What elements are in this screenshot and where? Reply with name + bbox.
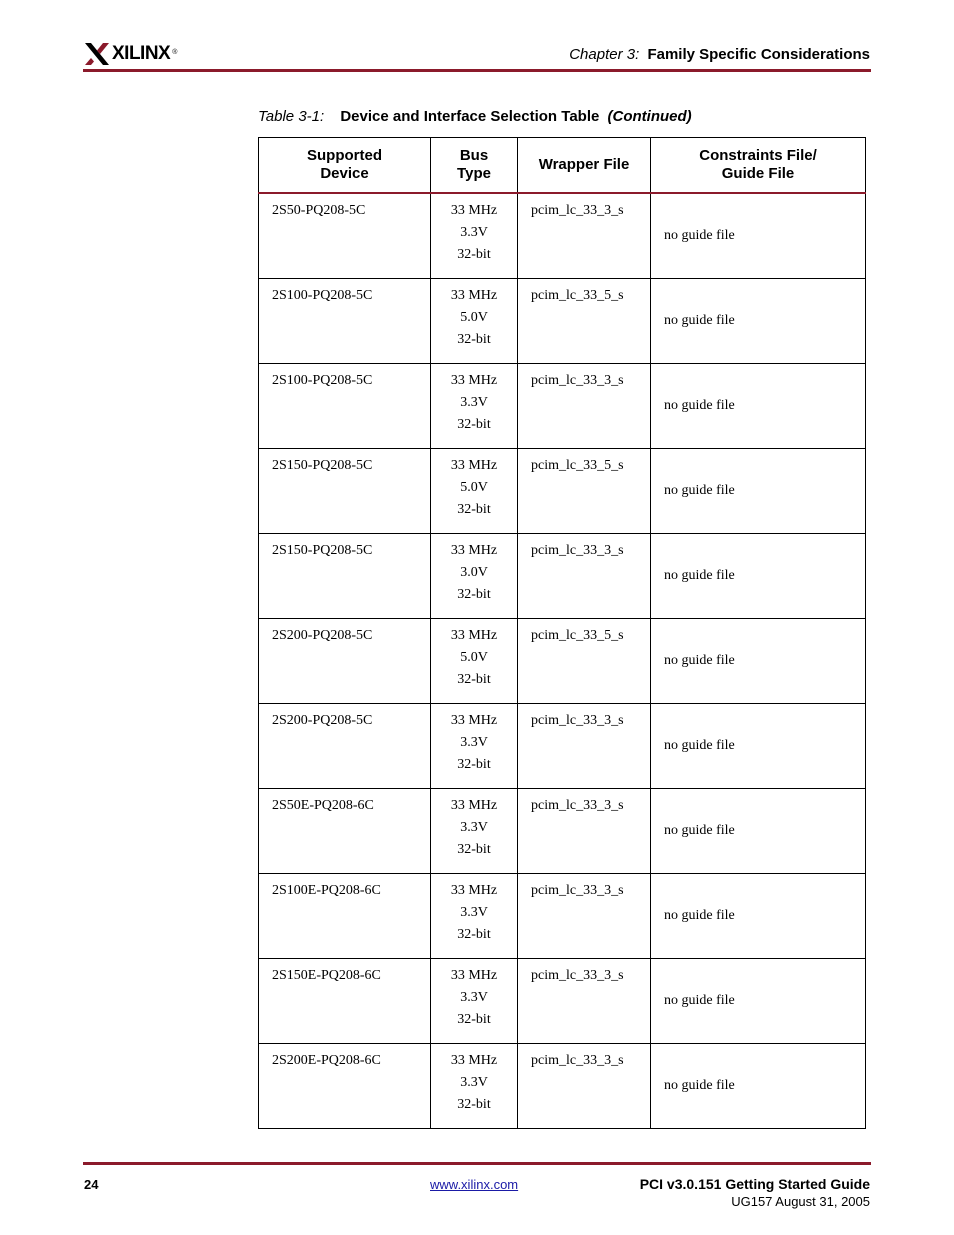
cell-bus-type — [431, 364, 518, 449]
table-row — [259, 534, 866, 619]
table-row — [259, 1044, 866, 1129]
cell-wrapper-file: pcim_lc_33_3_s — [518, 874, 651, 959]
bus-type-line: 3.3V — [460, 735, 488, 750]
bus-type-line: 5.0V — [460, 480, 488, 495]
cell-bus-type — [431, 279, 518, 364]
caption-title: Device and Interface Selection Table — [340, 108, 600, 125]
bus-type-line: 32-bit — [457, 247, 491, 262]
bus-type-line: 33 MHz — [450, 1053, 498, 1068]
header-rule — [83, 69, 871, 72]
table-row — [259, 279, 866, 364]
cell-supported-device: 2S100E-PQ208-6C — [259, 874, 431, 959]
xilinx-logo — [84, 40, 177, 68]
table-row — [259, 364, 866, 449]
header-supported-device — [259, 138, 431, 194]
table-row — [259, 874, 866, 959]
cell-wrapper-file: pcim_lc_33_3_s — [518, 789, 651, 874]
table-row — [259, 619, 866, 704]
cell-bus-type — [431, 789, 518, 874]
cell-constraints-file: no guide file — [651, 449, 866, 534]
table-row — [259, 193, 866, 279]
bus-type-line: 3.3V — [460, 395, 488, 410]
cell-bus-type — [431, 1044, 518, 1129]
bus-type-line: 33 MHz — [450, 628, 498, 643]
cell-supported-device: 2S100-PQ208-5C — [259, 364, 431, 449]
logo-text: XILINX — [112, 43, 171, 64]
bus-type-line: 3.3V — [460, 990, 488, 1005]
chapter-label: Chapter 3: — [569, 46, 640, 63]
cell-wrapper-file: pcim_lc_33_5_s — [518, 619, 651, 704]
cell-constraints-file: no guide file — [651, 534, 866, 619]
cell-bus-type — [431, 534, 518, 619]
bus-type-line: 32-bit — [457, 502, 491, 517]
cell-supported-device: 2S200-PQ208-5C — [259, 704, 431, 789]
header-line: Device — [320, 165, 369, 182]
chapter-title: Family Specific Considerations — [647, 46, 870, 63]
cell-constraints-file: no guide file — [651, 364, 866, 449]
cell-bus-type — [431, 704, 518, 789]
page-number: 24 — [84, 1177, 99, 1192]
cell-supported-device: 2S150-PQ208-5C — [259, 534, 431, 619]
table-body — [259, 193, 866, 1129]
cell-constraints-file: no guide file — [651, 959, 866, 1044]
table-row — [259, 449, 866, 534]
cell-constraints-file: no guide file — [651, 193, 866, 279]
cell-constraints-file: no guide file — [651, 619, 866, 704]
bus-type-line: 32-bit — [457, 1097, 491, 1112]
bus-type-line: 33 MHz — [450, 543, 498, 558]
footer-rule — [83, 1162, 871, 1165]
cell-bus-type — [431, 193, 518, 279]
cell-wrapper-file: pcim_lc_33_3_s — [518, 704, 651, 789]
cell-supported-device: 2S50-PQ208-5C — [259, 193, 431, 279]
xilinx-logo-mark-icon — [84, 41, 110, 67]
cell-supported-device: 2S150-PQ208-5C — [259, 449, 431, 534]
cell-bus-type — [431, 619, 518, 704]
bus-type-line: 32-bit — [457, 587, 491, 602]
bus-type-line: 33 MHz — [450, 458, 498, 473]
bus-type-line: 32-bit — [457, 757, 491, 772]
bus-type-line: 33 MHz — [450, 373, 498, 388]
bus-type-line: 33 MHz — [450, 883, 498, 898]
running-header — [569, 46, 870, 63]
cell-wrapper-file: pcim_lc_33_3_s — [518, 534, 651, 619]
header-line: Wrapper File — [538, 156, 630, 173]
cell-wrapper-file: pcim_lc_33_5_s — [518, 449, 651, 534]
bus-type-line: 32-bit — [457, 672, 491, 687]
bus-type-line: 32-bit — [457, 1012, 491, 1027]
cell-bus-type — [431, 959, 518, 1044]
header-wrapper-file — [518, 138, 651, 194]
logo-registered-mark: ® — [172, 48, 178, 56]
header-bus-type — [431, 138, 518, 194]
cell-constraints-file: no guide file — [651, 874, 866, 959]
bus-type-line: 33 MHz — [450, 713, 498, 728]
cell-supported-device: 2S50E-PQ208-6C — [259, 789, 431, 874]
caption-label: Table 3-1: — [258, 108, 325, 125]
cell-constraints-file: no guide file — [651, 1044, 866, 1129]
header-line: Supported — [307, 147, 382, 164]
bus-type-line: 3.3V — [460, 1075, 488, 1090]
cell-constraints-file: no guide file — [651, 279, 866, 364]
cell-constraints-file: no guide file — [651, 789, 866, 874]
footer-doc-info — [640, 1176, 870, 1210]
caption-continued: (Continued) — [607, 108, 692, 125]
table-row — [259, 959, 866, 1044]
doc-id: UG157 August 31, 2005 — [731, 1194, 870, 1209]
xilinx-website-link[interactable]: www.xilinx.com — [430, 1177, 519, 1192]
cell-supported-device: 2S100-PQ208-5C — [259, 279, 431, 364]
bus-type-line: 3.3V — [460, 905, 488, 920]
bus-type-line: 33 MHz — [450, 203, 498, 218]
bus-type-line: 33 MHz — [450, 798, 498, 813]
guide-title: PCI v3.0.151 Getting Started Guide — [639, 1176, 870, 1192]
cell-wrapper-file: pcim_lc_33_3_s — [518, 959, 651, 1044]
bus-type-line: 32-bit — [457, 332, 491, 347]
bus-type-line: 32-bit — [457, 927, 491, 942]
bus-type-line: 33 MHz — [450, 968, 498, 983]
cell-constraints-file: no guide file — [651, 704, 866, 789]
bus-type-line: 33 MHz — [450, 288, 498, 303]
bus-type-line: 32-bit — [457, 842, 491, 857]
bus-type-line: 5.0V — [460, 310, 488, 325]
cell-wrapper-file: pcim_lc_33_3_s — [518, 1044, 651, 1129]
bus-type-line: 32-bit — [457, 417, 491, 432]
bus-type-line: 3.0V — [460, 565, 488, 580]
cell-supported-device: 2S200E-PQ208-6C — [259, 1044, 431, 1129]
bus-type-line: 5.0V — [460, 650, 488, 665]
table-caption — [258, 108, 692, 125]
cell-wrapper-file: pcim_lc_33_5_s — [518, 279, 651, 364]
header-line: Type — [457, 165, 491, 182]
header-constraints-file — [651, 138, 866, 194]
cell-bus-type — [431, 874, 518, 959]
table-row — [259, 789, 866, 874]
bus-type-line: 3.3V — [460, 225, 488, 240]
cell-bus-type — [431, 449, 518, 534]
header-line: Bus — [459, 147, 489, 164]
header-line: Guide File — [721, 165, 795, 182]
cell-wrapper-file: pcim_lc_33_3_s — [518, 193, 651, 279]
header-line: Constraints File/ — [699, 147, 817, 164]
table-header-row — [259, 138, 866, 194]
cell-supported-device: 2S200-PQ208-5C — [259, 619, 431, 704]
bus-type-line: 3.3V — [460, 820, 488, 835]
cell-supported-device: 2S150E-PQ208-6C — [259, 959, 431, 1044]
cell-wrapper-file: pcim_lc_33_3_s — [518, 364, 651, 449]
table-row — [259, 704, 866, 789]
device-selection-table — [258, 137, 866, 1129]
